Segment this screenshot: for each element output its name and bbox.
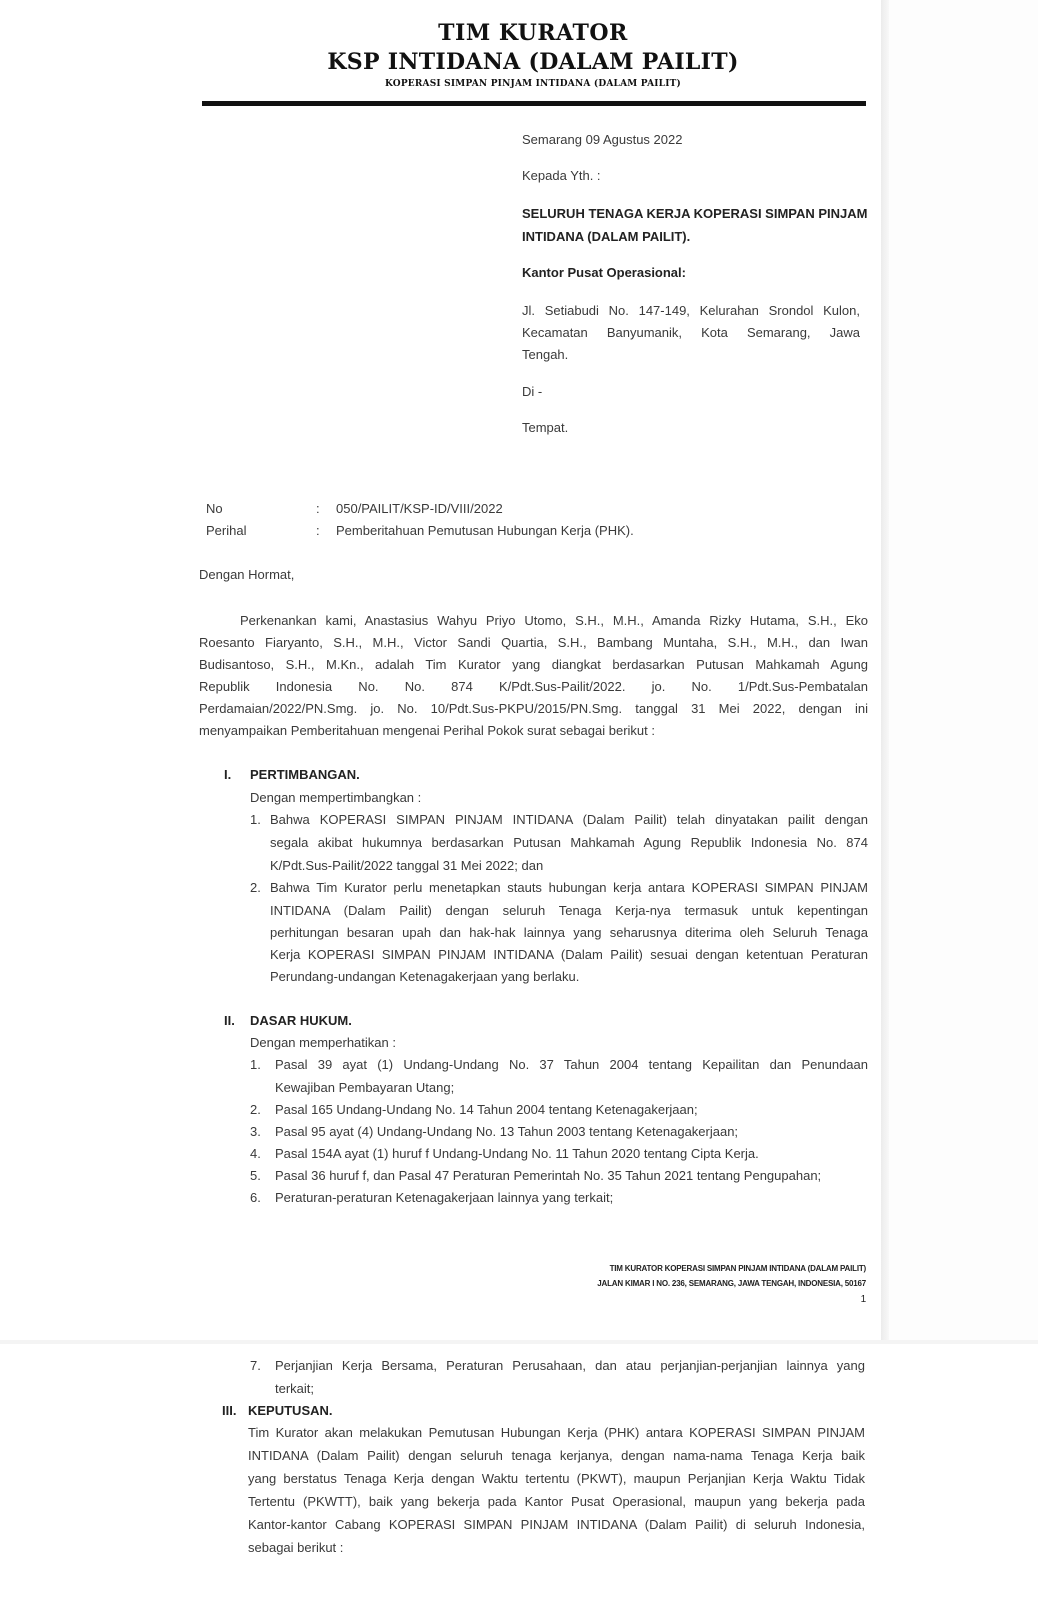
letterhead-rule — [202, 101, 866, 106]
law-item-line: Perjanjian Kerja Bersama, Peraturan Perusahaan, dan atau perjanjian-perjanjian lainnya yang — [275, 1358, 865, 1373]
law-item-number: 4. — [250, 1146, 261, 1161]
section-3-heading: KEPUTUSAN. — [248, 1403, 333, 1418]
address-line-2: Kecamatan Banyumanik, Kota Semarang, Jawa — [522, 325, 860, 340]
section-2-heading: DASAR HUKUM. — [250, 1013, 352, 1028]
law-item-line: Pasal 165 Undang-Undang No. 14 Tahun 2004 tentang Ketenagakerjaan; — [275, 1102, 698, 1117]
section-3-line: Tim Kurator akan melakukan Pemutusan Hubungan Kerja (PHK) antara KOPERASI SIMPAN PINJAM — [248, 1425, 865, 1440]
letterhead-org-name: KSP INTIDANA (DALAM PAILIT) — [327, 49, 739, 75]
section-3-line: yang berstatus Tenaga Kerja dengan Waktu tertentu (PKWT), maupun Perjanjian Kerja Waktu Tidak — [248, 1471, 865, 1486]
law-item-line: Peraturan-peraturan Ketenagakerjaan lainnya yang terkait; — [275, 1190, 614, 1205]
law-item-number: 1. — [250, 1057, 261, 1072]
law-item-number: 3. — [250, 1124, 261, 1139]
law-item-line: terkait; — [275, 1381, 315, 1396]
law-item-line: Pasal 36 huruf f, dan Pasal 47 Peraturan Pemerintah No. 35 Tahun 2021 tentang Pengupahan; — [275, 1168, 822, 1183]
letter-subject: Pemberitahuan Pemutusan Hubungan Kerja (PHK). — [336, 523, 634, 538]
law-item-line: Pasal 39 ayat (1) Undang-Undang No. 37 Tahun 2004 tentang Kepailitan dan Penundaan — [275, 1057, 868, 1072]
recipient-salutation: Kepada Yth. : — [522, 168, 601, 183]
law-item-number: 6. — [250, 1190, 261, 1205]
section-3-line: sebagai berikut : — [248, 1540, 344, 1555]
footer-org: TIM KURATOR KOPERASI SIMPAN PINJAM INTIDANA (DALAM PAILIT) — [609, 1264, 866, 1273]
section-3-number: III. — [222, 1403, 237, 1418]
section-1-heading: PERTIMBANGAN. — [250, 767, 360, 782]
page-break — [0, 1340, 1038, 1344]
greeting: Dengan Hormat, — [199, 567, 295, 582]
law-item-line: Pasal 154A ayat (1) huruf f Undang-Undang No. 11 Tahun 2020 tentang Cipta Kerja. — [275, 1146, 759, 1161]
intro-line: Republik Indonesia No. No. 874 K/Pdt.Sus-Pailit/2022. jo. No. 1/Pdt.Sus-Pembatalan — [199, 679, 868, 694]
section-1-item-1-line: segala akibat hukumnya berdasarkan Putusan Mahkamah Agung Republik Indonesia No. 874 — [270, 835, 868, 850]
section-1-item-2-line: perhitungan besaran upah dan hak-hak lainnya yang seharusnya diterima oleh Seluruh Tenaga — [270, 925, 868, 940]
law-item-number: 5. — [250, 1168, 261, 1183]
section-1-item-2-line: Perundang-undangan Ketenagakerjaan yang berlaku. — [270, 969, 580, 984]
intro-line: Perkenankan kami, Anastasius Wahyu Priyo Utomo, S.H., M.H., Amanda Rizky Hutama, S.H., Eko — [240, 613, 868, 628]
letter-number: 050/PAILIT/KSP-ID/VIII/2022 — [336, 501, 503, 516]
section-1-lead: Dengan mempertimbangkan : — [250, 790, 422, 805]
law-item-line: Kewajiban Pembayaran Utang; — [275, 1080, 455, 1095]
di-text: Di - — [522, 384, 543, 399]
intro-line: menyampaikan Pemberitahuan mengenai Perihal Pokok surat sebagai berikut : — [199, 723, 655, 738]
section-1-item-1-line: Bahwa KOPERASI SIMPAN PINJAM INTIDANA (Dalam Pailit) telah dinyatakan pailit dengan — [270, 812, 868, 827]
section-1-item-number: 1. — [250, 812, 261, 827]
intro-line: Perdamaian/2022/PN.Smg. jo. No. 10/Pdt.Sus-PKPU/2015/PN.Smg. tanggal 31 Mei 2022, dengan ini — [199, 701, 868, 716]
letterhead-subtitle: KOPERASI SIMPAN PINJAM INTIDANA (DALAM PAILIT) — [385, 79, 681, 89]
recipient-line-1: SELURUH TENAGA KERJA KOPERASI SIMPAN PINJAM — [522, 206, 868, 221]
no-colon: : — [316, 501, 320, 516]
letter-date: Semarang 09 Agustus 2022 — [522, 132, 683, 147]
section-1-number: I. — [224, 767, 232, 782]
section-1-item-1-line: K/Pdt.Sus-Pailit/2022 tanggal 31 Mei 2022; dan — [270, 858, 544, 873]
page-margin — [889, 0, 1038, 1340]
address-line-3: Tengah. — [522, 347, 569, 362]
office-label: Kantor Pusat Operasional: — [522, 265, 686, 280]
address-line-1: Jl. Setiabudi No. 147-149, Kelurahan Srondol Kulon, — [522, 303, 860, 318]
footer-address: JALAN KIMAR I NO. 236, SEMARANG, JAWA TENGAH, INDONESIA, 50167 — [597, 1279, 866, 1288]
law-item-line: Pasal 95 ayat (4) Undang-Undang No. 13 Tahun 2003 tentang Ketenagakerjaan; — [275, 1124, 739, 1139]
section-3-line: Kantor-kantor Cabang KOPERASI SIMPAN PINJAM INTIDANA (Dalam Pailit) di seluruh Indonesia, — [248, 1517, 865, 1532]
tempat-text: Tempat. — [522, 420, 569, 435]
section-3-line: Tertentu (PKWTT), baik yang bekerja pada Kantor Pusat Operasional, maupun yang bekerja pada — [248, 1494, 865, 1509]
page-number: 1 — [860, 1294, 866, 1305]
section-1-item-number: 2. — [250, 880, 261, 895]
letterhead-title: TIM KURATOR — [438, 20, 628, 46]
section-2-lead: Dengan memperhatikan : — [250, 1035, 396, 1050]
section-3-line: INTIDANA (Dalam Pailit) dengan seluruh tenaga kerjanya, dengan nama-nama Tenaga Kerja baik — [248, 1448, 865, 1463]
intro-line: Roesanto Fiaryanto, S.H., M.H., Victor Sandi Quartia, S.H., Bambang Muntaha, S.H., M.H., dan Iwan — [199, 635, 868, 650]
section-2-number: II. — [224, 1013, 235, 1028]
law-item-number: 7. — [250, 1358, 261, 1373]
recipient-line-2: INTIDANA (DALAM PAILIT). — [522, 229, 691, 244]
page-edge-shadow — [881, 0, 889, 1340]
law-item-number: 2. — [250, 1102, 261, 1117]
perihal-colon: : — [316, 523, 320, 538]
section-1-item-2-line: Kerja KOPERASI SIMPAN PINJAM INTIDANA (Dalam Pailit) sesuai dengan ketentuan Peraturan — [270, 947, 868, 962]
no-label: No — [206, 501, 223, 516]
intro-line: Budisantoso, S.H., M.Kn., adalah Tim Kurator yang diangkat berdasarkan Putusan Mahkamah Agung — [199, 657, 868, 672]
perihal-label: Perihal — [206, 523, 247, 538]
section-1-item-2-line: INTIDANA (Dalam Pailit) dengan seluruh Tenaga Kerja-nya termasuk untuk kepentingan — [270, 903, 868, 918]
section-1-item-2-line: Bahwa Tim Kurator perlu menetapkan stauts hubungan kerja antara KOPERASI SIMPAN PINJAM — [270, 880, 868, 895]
